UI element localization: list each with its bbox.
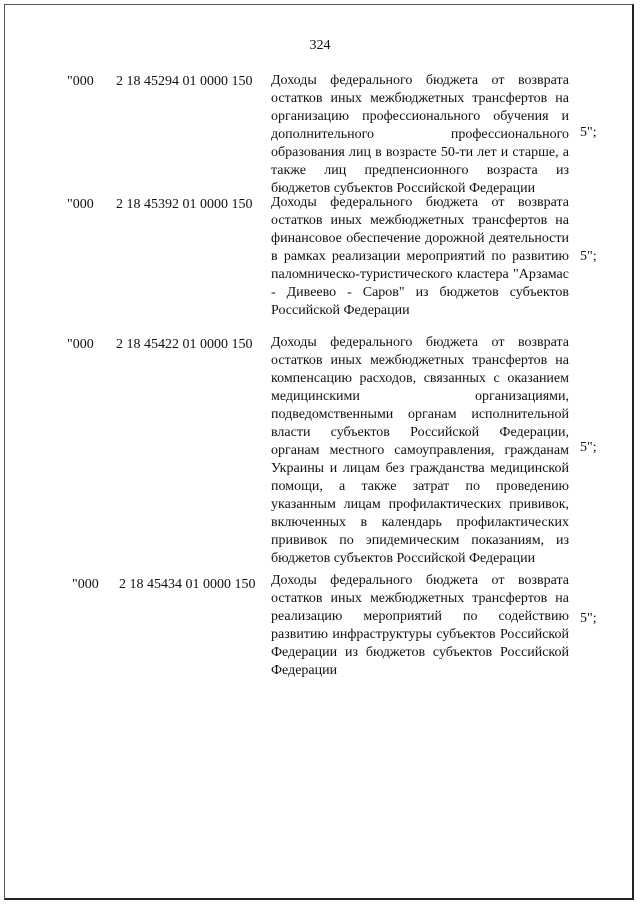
entry-quote-prefix: "000 (72, 577, 99, 592)
budget-classification-code: 2 18 45392 01 0000 150 (116, 197, 253, 212)
entry-suffix: 5"; (580, 440, 597, 455)
budget-classification-code: 2 18 45422 01 0000 150 (116, 337, 253, 352)
entry-suffix: 5"; (580, 125, 597, 140)
entry-quote-prefix: "000 (67, 74, 94, 89)
entry-quote-prefix: "000 (67, 197, 94, 212)
budget-classification-code: 2 18 45294 01 0000 150 (116, 74, 253, 89)
income-description: Доходы федерального бюджета от возврата остатков иных межбюджетных трансфертов на реализацию мероприятий по содействию развитию инфраструктуры субъектов Российской Федерации из бюджетов субъектов Российской Федерации (271, 573, 569, 678)
income-description: Доходы федерального бюджета от возврата остатков иных межбюджетных трансфертов на организацию профессионального обучения и дополнительного профессионального образования лиц в возрасте 50-ти лет и старше, а также лиц предпенсионного возраста из бюджетов субъектов Российской Федерации (271, 73, 569, 196)
entry-quote-prefix: "000 (67, 337, 94, 352)
entry-suffix: 5"; (580, 611, 597, 626)
budget-classification-code: 2 18 45434 01 0000 150 (119, 577, 256, 592)
income-description: Доходы федерального бюджета от возврата остатков иных межбюджетных трансфертов на финансовое обеспечение дорожной деятельности в рамках реализации мероприятий по развитию паломническо-туристического кластера "Арзамас - Дивеево - Саров" из бюджетов субъектов Российской Федерации (271, 195, 569, 318)
income-description: Доходы федерального бюджета от возврата остатков иных межбюджетных трансфертов на компенсацию расходов, связанных с оказанием медицинскими организациями, подведомственными органам исполнительной власти субъектов Российской Федерации, органам местного самоуправления, гражданам Украины и лицам без гражданства медицинской помощи, а также затрат по проведению указанным лицам профилактических прививок, включенных в календарь профилактических прививок по эпидемическим показаниям, из бюджетов субъектов Российской Федерации (271, 335, 569, 566)
entry-suffix: 5"; (580, 249, 597, 264)
page-number: 324 (309, 38, 331, 53)
